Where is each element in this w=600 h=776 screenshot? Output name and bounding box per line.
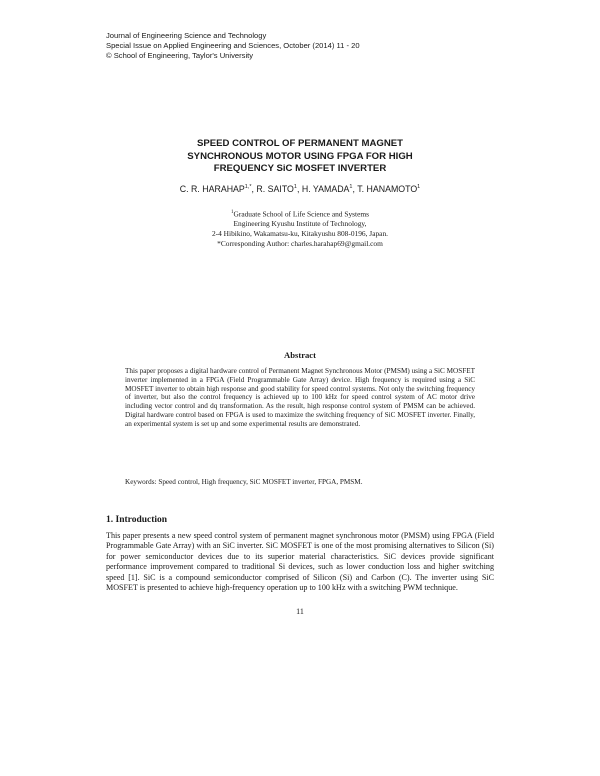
journal-copyright: © School of Engineering, Taylor's University: [106, 51, 254, 60]
author-2: , R. SAITO: [251, 184, 294, 194]
author-1-affil: 1,*: [244, 184, 252, 191]
author-3-affil: 1: [349, 184, 353, 191]
section-heading-introduction: 1. Introduction: [106, 515, 168, 525]
author-1: C. R. HARAHAP: [179, 184, 245, 194]
affiliation-line-1: Graduate School of Life Science and Systems: [233, 209, 369, 219]
corresponding-author: *Corresponding Author: charles.harahap69@gmail.com: [217, 239, 383, 249]
journal-issue: Special Issue on Applied Engineering and Sciences, October (2014) 11 - 20: [106, 41, 360, 50]
abstract-heading: Abstract: [284, 350, 316, 360]
affiliation-line-2: Engineering Kyushu Institute of Technology,: [233, 219, 367, 229]
author-3: , H. YAMADA: [296, 184, 350, 194]
author-4: , T. HANAMOTO: [352, 184, 418, 194]
affiliation-address: 2-4 Hibikino, Wakamatsu-ku, Kitakyushu 808-0196, Japan.: [211, 229, 388, 239]
affiliation-marker: 1: [231, 210, 234, 215]
page-number: 11: [296, 607, 304, 616]
author-list: [100, 184, 500, 194]
author-2-affil: 1: [293, 184, 297, 191]
journal-name: Journal of Engineering Science and Technology: [106, 31, 267, 40]
introduction-paragraph: This paper presents a new speed control system of permanent magnet synchronous motor (PMSM) using FPGA (Field Programmable Gate Array) with an SiC inverter. SiC MOSFET is one of the most promising alternatives to Silicon (Si) for power semiconductor devices due to its superior material characteristics. SiC devices provide significant performance improvement compared to traditional Si devices, such as lower conduction loss and higher switching speed [1]. SiC is a compound semiconductor comprised of Silicon (Si) and Carbon (C). The inverter using SiC MOSFET is presented to achieve high-frequency operation up to 100 kHz with a switching PWM technique.: [106, 531, 494, 593]
abstract-text: This paper proposes a digital hardware control of Permanent Magnet Synchronous Motor (PMSM) using a SiC MOSFET inverter implemented in a FPGA (Field Programmable Gate Array) device. High frequency is required using a SiC MOSFET inverter to obtain high response and good stability for speed control systems. Not only the switching frequency of inverter, but also the control frequency is achieved up to 100 kHz for speed control system of AC motor drive including vector control and dq transformation. As the result, high response control system of PMSM can be achieved. Digital hardware control based on FPGA is used to maximize the switching frequency of SiC MOSFET inverter. Finally, an experimental system is set up and some experimental results are demonstrated.: [125, 367, 475, 428]
journal-header: [106, 31, 506, 61]
title-line-2: SYNCHRONOUS MOTOR USING FPGA FOR HIGH: [187, 150, 413, 162]
affiliation: [150, 208, 450, 249]
paper-title: [100, 138, 500, 176]
title-line-3: FREQUENCY SiC MOSFET INVERTER: [213, 163, 387, 174]
author-4-affil: 1: [417, 184, 421, 191]
title-line-1: SPEED CONTROL OF PERMANENT MAGNET: [196, 138, 404, 149]
keywords: Keywords: Speed control, High frequency, SiC MOSFET inverter, FPGA, PMSM.: [125, 478, 363, 486]
